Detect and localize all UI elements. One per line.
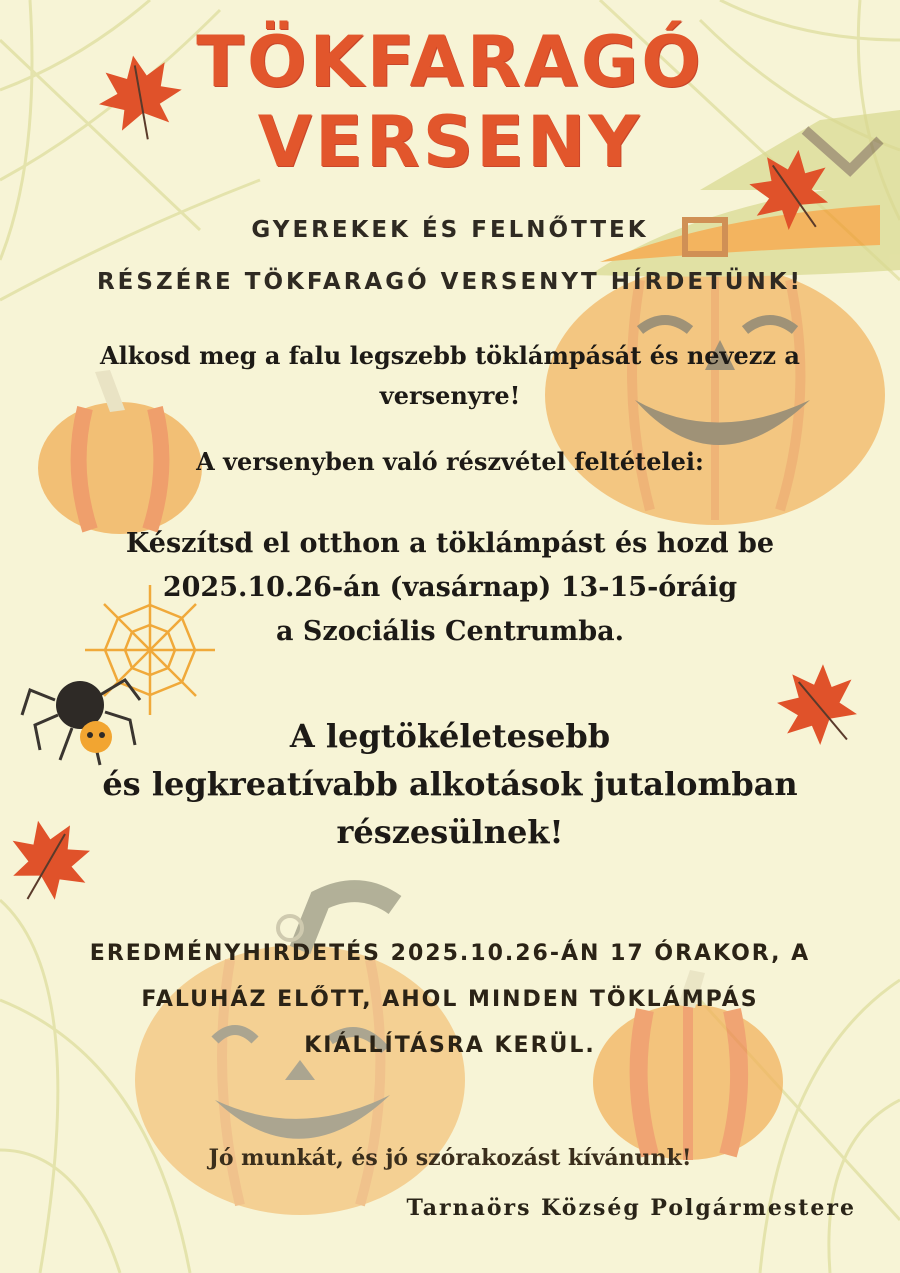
prize-line-3: részesülnek! [336, 813, 564, 851]
subtitle-line-1: GYEREKEK ÉS FELNŐTTEK [251, 217, 649, 243]
prize-line-2: és legkreatívabb alkotások jutalomban [102, 765, 798, 803]
conditions-line-3: a Szociális Centrumba. [275, 616, 624, 647]
title-line-2: VERSENY [257, 101, 643, 183]
conditions-line-2: 2025.10.26-án (vasárnap) 13-15-óráig [162, 572, 738, 603]
intro-line-2: versenyre! [379, 381, 521, 410]
results-line-2: FALUHÁZ ELŐTT, AHOL MINDEN TÖKLÁMPÁS [141, 987, 759, 1012]
conditions-heading: A versenyben való részvétel feltételei: [196, 447, 704, 476]
closing-text: Jó munkát, és jó szórakozást kívánunk! [208, 1145, 692, 1171]
prize-line-1: A legtökéletesebb [289, 717, 611, 755]
title-line-1: TÖKFARAGÓ [196, 21, 704, 103]
results-line-1: EREDMÉNYHIRDETÉS 2025.10.26-ÁN 17 ÓRAKOR, A [89, 941, 811, 966]
signature: Tarnaörs Község Polgármestere [406, 1195, 856, 1221]
intro-line-1: Alkosd meg a falu legszebb töklámpását és nevezz a [100, 341, 800, 370]
conditions-line-1: Készítsd el otthon a töklámpást és hozd be [125, 528, 775, 559]
results-line-3: KIÁLLÍTÁSRA KERÜL. [304, 1033, 596, 1058]
subtitle-line-2: RÉSZÉRE TÖKFARAGÓ VERSENYT HÍRDETÜNK! [96, 269, 804, 295]
